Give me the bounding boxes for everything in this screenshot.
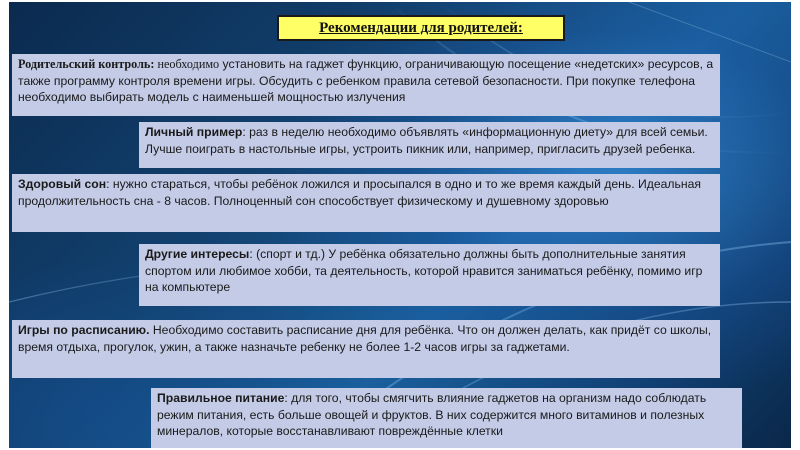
block-text: : раз в неделю необходимо объявлять «информационную диету» для всей семьи. Лучше поиграть в настольные игры, устроить пикник или, например, пригласить друзей ребенка. [145, 125, 708, 156]
block-lead: Родительский контроль: [18, 57, 155, 71]
block-text: : (спорт и тд.) У ребёнка обязательно должны быть дополнительные занятия спортом или любимое хобби, та деятельность, которой нравится заниматься ребёнку, помимо игр на компьютере [145, 247, 703, 294]
block-text: : нужно стараться, чтобы ребёнок ложился и просыпался в одно и то же время каждый день. Идеальная продолжительность сна - 8 часов. Полноценный сон способствует физическому и душевному здоровью [18, 177, 702, 208]
block-text: установить на гаджет функцию, ограничивающую посещение «недетских» ресурсов, а также программу контроля времени игры. Обсудить с ребенком правила сетевой безопасности. При покупке телефона необходимо выбирать модель с наименьшей мощностью излучения [18, 57, 714, 104]
block-lead: Личный пример [145, 125, 243, 139]
healthy-sleep-block [12, 174, 720, 232]
slide [9, 2, 791, 448]
block-lead: Игры по расписанию. [18, 323, 150, 337]
proper-nutrition-block [151, 388, 742, 448]
page-title: Рекомендации для родителей: [319, 19, 523, 36]
other-interests-block [139, 244, 720, 306]
block-text: : для того, чтобы смягчить влияние гаджетов на организм надо соблюдать режим питания, есть больше овощей и фруктов. В них содержится много витаминов и полезных минералов, которые восстанавливают повреждённые клетки [157, 391, 707, 438]
title-box [277, 15, 565, 41]
block-text-serif: необходимо [154, 57, 220, 71]
block-lead: Здоровый сон [18, 177, 107, 191]
block-text: Необходимо составить расписание дня для ребёнка. Что он должен делать, как придёт со школы, время отдыха, прогулок, ужин, а также назначьте ребенку не более 1-2 часов игры за гаджетами. [18, 323, 712, 354]
block-lead: Другие интересы [145, 247, 250, 261]
personal-example-block [139, 122, 720, 168]
block-lead: Правильное питание [157, 391, 285, 405]
scheduled-games-block [12, 320, 720, 378]
parental-control-block [12, 54, 720, 116]
